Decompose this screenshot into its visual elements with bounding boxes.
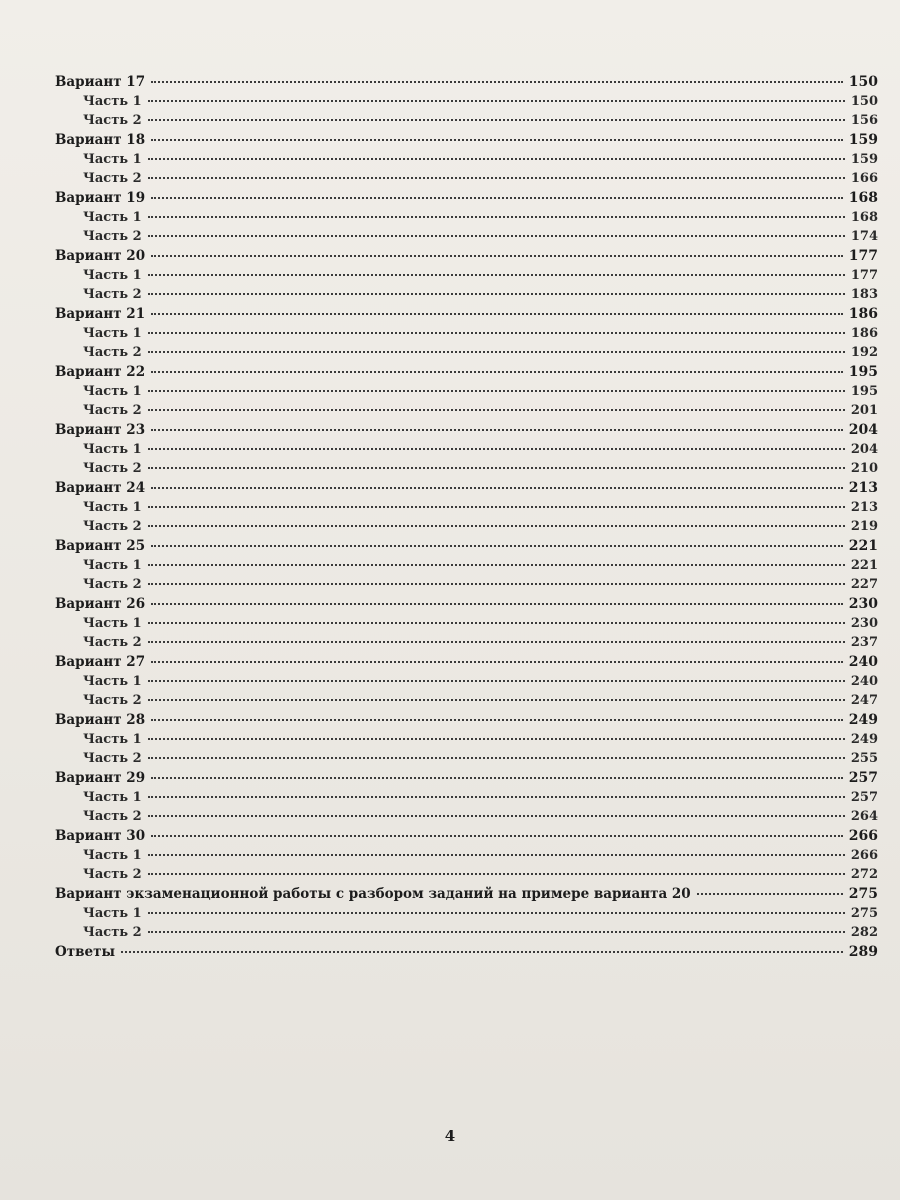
toc-subentry	[55, 556, 878, 575]
dot-leader	[151, 371, 843, 373]
dot-leader	[148, 216, 845, 218]
toc-entry-page: 186	[848, 306, 878, 322]
toc-subentry-page: 204	[850, 442, 878, 457]
table-of-contents	[55, 73, 878, 962]
toc-subentry-title: Часть 1	[83, 616, 142, 631]
dot-leader	[151, 777, 843, 779]
dot-leader	[148, 564, 845, 566]
toc-entry	[55, 943, 878, 962]
toc-entry	[55, 189, 878, 208]
dot-leader	[151, 429, 843, 431]
toc-subentry-title: Часть 1	[83, 732, 142, 747]
dot-leader	[148, 235, 845, 237]
toc-subentry	[55, 923, 878, 942]
dot-leader	[148, 641, 845, 643]
dot-leader	[148, 293, 845, 295]
toc-subentry-title: Часть 2	[83, 519, 142, 534]
toc-subentry-title: Часть 1	[83, 442, 142, 457]
toc-entry-title: Вариант 28	[55, 712, 146, 728]
toc-subentry-title: Часть 1	[83, 210, 142, 225]
dot-leader	[151, 835, 843, 837]
toc-entry-title: Вариант 22	[55, 364, 146, 380]
dot-leader	[148, 332, 845, 334]
toc-subentry	[55, 285, 878, 304]
dot-leader	[121, 951, 843, 953]
toc-subentry-page: 266	[850, 848, 878, 863]
dot-leader	[148, 119, 845, 121]
dot-leader	[151, 487, 843, 489]
toc-entry-page: 275	[848, 886, 878, 902]
toc-subentry-title: Часть 2	[83, 693, 142, 708]
toc-entry	[55, 769, 878, 788]
toc-subentry-page: 166	[850, 171, 878, 186]
toc-subentry	[55, 498, 878, 517]
dot-leader	[148, 757, 845, 759]
toc-subentry-title: Часть 2	[83, 287, 142, 302]
dot-leader	[151, 603, 843, 605]
toc-subentry-page: 156	[850, 113, 878, 128]
toc-subentry-page: 183	[850, 287, 878, 302]
toc-subentry-page: 174	[850, 229, 878, 244]
toc-subentry-page: 282	[850, 925, 878, 940]
toc-subentry-title: Часть 2	[83, 635, 142, 650]
toc-entry-title: Вариант 25	[55, 538, 146, 554]
toc-subentry-title: Часть 2	[83, 925, 142, 940]
toc-entry-title: Вариант 27	[55, 654, 146, 670]
dot-leader	[148, 912, 845, 914]
toc-subentry-title: Часть 1	[83, 558, 142, 573]
toc-subentry-page: 255	[850, 751, 878, 766]
toc-subentry-page: 272	[850, 867, 878, 882]
dot-leader	[148, 448, 845, 450]
dot-leader	[148, 158, 845, 160]
toc-subentry-page: 264	[850, 809, 878, 824]
dot-leader	[148, 738, 845, 740]
dot-leader	[148, 525, 845, 527]
toc-entry-title: Вариант 26	[55, 596, 146, 612]
dot-leader	[148, 931, 845, 933]
toc-subentry	[55, 227, 878, 246]
dot-leader	[697, 893, 843, 895]
toc-subentry-page: 247	[850, 693, 878, 708]
toc-subentry	[55, 324, 878, 343]
toc-subentry-title: Часть 1	[83, 848, 142, 863]
toc-entry-title: Вариант 17	[55, 74, 146, 90]
toc-subentry-page: 240	[850, 674, 878, 689]
toc-subentry	[55, 575, 878, 594]
dot-leader	[148, 622, 845, 624]
dot-leader	[148, 854, 845, 856]
toc-subentry	[55, 517, 878, 536]
toc-entry	[55, 363, 878, 382]
toc-subentry-title: Часть 1	[83, 326, 142, 341]
toc-subentry-title: Часть 1	[83, 790, 142, 805]
toc-subentry-page: 201	[850, 403, 878, 418]
toc-entry	[55, 595, 878, 614]
toc-entry-title: Ответы	[55, 944, 115, 960]
toc-entry	[55, 885, 878, 904]
toc-subentry	[55, 150, 878, 169]
toc-entry	[55, 305, 878, 324]
toc-subentry-page: 237	[850, 635, 878, 650]
toc-entry-title: Вариант 18	[55, 132, 146, 148]
dot-leader	[148, 680, 845, 682]
toc-subentry-title: Часть 1	[83, 906, 142, 921]
toc-entry	[55, 711, 878, 730]
toc-subentry-page: 177	[850, 268, 878, 283]
toc-subentry-page: 249	[850, 732, 878, 747]
toc-subentry-title: Часть 2	[83, 229, 142, 244]
toc-entry-page: 159	[848, 132, 878, 148]
toc-entry-title: Вариант 19	[55, 190, 146, 206]
toc-subentry-page: 159	[850, 152, 878, 167]
toc-subentry-title: Часть 1	[83, 152, 142, 167]
toc-entry-page: 240	[848, 654, 878, 670]
toc-entry	[55, 131, 878, 150]
toc-subentry	[55, 343, 878, 362]
toc-entry	[55, 421, 878, 440]
dot-leader	[151, 719, 843, 721]
toc-subentry	[55, 904, 878, 923]
toc-subentry-page: 213	[850, 500, 878, 515]
toc-subentry-title: Часть 2	[83, 345, 142, 360]
toc-subentry	[55, 382, 878, 401]
dot-leader	[148, 467, 845, 469]
dot-leader	[148, 177, 845, 179]
dot-leader	[148, 815, 845, 817]
toc-subentry	[55, 730, 878, 749]
toc-subentry-page: 168	[850, 210, 878, 225]
toc-subentry-title: Часть 1	[83, 268, 142, 283]
dot-leader	[151, 255, 843, 257]
toc-entry-title: Вариант 30	[55, 828, 146, 844]
toc-entry	[55, 73, 878, 92]
toc-subentry	[55, 614, 878, 633]
toc-entry-page: 230	[848, 596, 878, 612]
dot-leader	[151, 545, 843, 547]
toc-subentry-title: Часть 2	[83, 171, 142, 186]
toc-entry	[55, 479, 878, 498]
toc-subentry-page: 257	[850, 790, 878, 805]
toc-subentry-page: 275	[850, 906, 878, 921]
toc-subentry	[55, 266, 878, 285]
toc-subentry-title: Часть 1	[83, 500, 142, 515]
toc-subentry-title: Часть 2	[83, 867, 142, 882]
toc-subentry	[55, 749, 878, 768]
toc-subentry	[55, 459, 878, 478]
dot-leader	[148, 583, 845, 585]
toc-entry	[55, 537, 878, 556]
toc-entry-title: Вариант экзаменационной работы с разбором заданий на примере варианта 20	[55, 886, 691, 902]
dot-leader	[151, 197, 843, 199]
dot-leader	[151, 313, 843, 315]
toc-subentry-page: 186	[850, 326, 878, 341]
dot-leader	[148, 796, 845, 798]
toc-subentry-page: 221	[850, 558, 878, 573]
toc-subentry	[55, 111, 878, 130]
dot-leader	[148, 100, 845, 102]
toc-entry-title: Вариант 29	[55, 770, 146, 786]
dot-leader	[148, 873, 845, 875]
toc-subentry-page: 230	[850, 616, 878, 631]
toc-subentry-page: 227	[850, 577, 878, 592]
toc-entry	[55, 247, 878, 266]
toc-subentry-page: 195	[850, 384, 878, 399]
toc-subentry-title: Часть 1	[83, 94, 142, 109]
toc-subentry-title: Часть 1	[83, 674, 142, 689]
toc-subentry	[55, 401, 878, 420]
toc-entry-page: 168	[848, 190, 878, 206]
page-number: 4	[444, 1127, 456, 1145]
toc-entry-page: 249	[848, 712, 878, 728]
toc-subentry	[55, 672, 878, 691]
toc-subentry-title: Часть 1	[83, 384, 142, 399]
toc-subentry-title: Часть 2	[83, 577, 142, 592]
toc-subentry	[55, 92, 878, 111]
toc-entry	[55, 827, 878, 846]
toc-subentry	[55, 169, 878, 188]
toc-entry-title: Вариант 23	[55, 422, 146, 438]
dot-leader	[151, 139, 843, 141]
toc-entry-page: 150	[848, 74, 878, 90]
toc-subentry-title: Часть 2	[83, 809, 142, 824]
toc-entry-page: 257	[848, 770, 878, 786]
toc-entry-page: 195	[848, 364, 878, 380]
toc-entry-page: 289	[848, 944, 878, 960]
toc-entry-page: 266	[848, 828, 878, 844]
toc-subentry-title: Часть 2	[83, 403, 142, 418]
toc-entry-title: Вариант 24	[55, 480, 146, 496]
toc-subentry	[55, 807, 878, 826]
toc-subentry	[55, 440, 878, 459]
toc-entry-page: 221	[848, 538, 878, 554]
dot-leader	[148, 699, 845, 701]
toc-subentry-title: Часть 2	[83, 461, 142, 476]
dot-leader	[148, 274, 845, 276]
toc-subentry-title: Часть 2	[83, 113, 142, 128]
dot-leader	[148, 390, 845, 392]
toc-subentry	[55, 208, 878, 227]
toc-entry-title: Вариант 21	[55, 306, 146, 322]
toc-entry-page: 204	[848, 422, 878, 438]
toc-subentry	[55, 865, 878, 884]
toc-subentry	[55, 633, 878, 652]
toc-subentry-page: 192	[850, 345, 878, 360]
toc-entry-page: 213	[848, 480, 878, 496]
dot-leader	[148, 351, 845, 353]
toc-entry-page: 177	[848, 248, 878, 264]
toc-subentry-title: Часть 2	[83, 751, 142, 766]
dot-leader	[151, 661, 843, 663]
toc-subentry	[55, 846, 878, 865]
dot-leader	[148, 506, 845, 508]
dot-leader	[151, 81, 843, 83]
toc-subentry-page: 219	[850, 519, 878, 534]
toc-entry-title: Вариант 20	[55, 248, 146, 264]
dot-leader	[148, 409, 845, 411]
toc-subentry-page: 210	[850, 461, 878, 476]
toc-subentry	[55, 788, 878, 807]
toc-subentry-page: 150	[850, 94, 878, 109]
toc-subentry	[55, 691, 878, 710]
toc-entry	[55, 653, 878, 672]
